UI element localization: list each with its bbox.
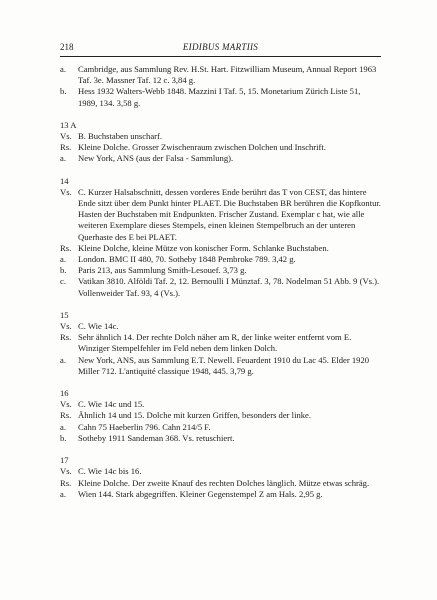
line-text: C. Wie 14c bis 16.: [78, 466, 142, 477]
line-text: Kleine Dolche, kleine Mütze von konischer Form. Schlanke Buchstaben.: [78, 242, 329, 253]
line-text: Sehr ähnlich 14. Der rechte Dolch näher am R, der linke weiter entfernt vom E. Winziger Stempelfehler im Feld neben dem linken Dolch.: [78, 332, 352, 354]
line-text: Paris 213, aus Sammlung Smith-Lesouef. 3,73 g.: [78, 265, 247, 276]
line-label: Vs.: [60, 321, 72, 332]
entry-line: [60, 131, 381, 142]
line-text: New York, ANS, aus Sammlung E.T. Newell. Feuardent 1910 du Lac 45. Elder 1920 Miller 712. L'antiquité classique 1948, 445. 3,79 g.: [78, 354, 370, 376]
entry-line: [60, 433, 381, 444]
entry-line: [60, 86, 381, 108]
entry-spacer: [60, 109, 381, 120]
line-label: Vs.: [60, 399, 72, 410]
line-label: a.: [60, 354, 66, 365]
line-label: Vs.: [60, 466, 72, 477]
catalogue-entry: [60, 299, 381, 377]
entry-line: [60, 332, 381, 354]
entry-line: [60, 153, 381, 164]
entry-number: 14: [60, 175, 69, 186]
catalogue-entry: [60, 377, 381, 444]
line-label: a.: [60, 488, 66, 499]
line-label: Vs.: [60, 186, 72, 197]
entry-line: [60, 478, 381, 489]
entry-line: [60, 142, 381, 153]
entry-line: [60, 276, 381, 298]
line-text: Wien 144. Stark abgegriffen. Kleiner Gegenstempel Z am Hals. 2,95 g.: [78, 488, 323, 499]
catalogue-entry: [60, 64, 381, 109]
entry-line: [60, 410, 381, 421]
entry-number: 17: [60, 455, 69, 466]
line-label: Rs.: [60, 332, 72, 343]
line-text: C. Kurzer Halsabschnitt, dessen vorderes Ende berührt das T von CEST, das hintere Ende sitzt über dem Punkt hinter PLAET. Die Buchstaben BR berühren die Kopfkontur. Hasten der Buchstaben mit Endpunkten. Frischer Zustand. Exemplar c hat, wie alle weiteren Exemplare dieses Stempels, einen kleinen Stempelbruch an der unteren Querhaste des E bei PLAET.: [78, 186, 381, 242]
entry-spacer: [60, 444, 381, 455]
line-text: Kleine Dolche. Grosser Zwischenraum zwischen Dolchen und Inschrift.: [78, 142, 326, 153]
line-label: Vs.: [60, 131, 72, 142]
entry-line: [60, 489, 381, 500]
line-text: C. Wie 14c und 15.: [78, 399, 145, 410]
catalogue-entry: [60, 109, 381, 165]
line-text: Sotheby 1911 Sandeman 368. Vs. retuschiert.: [78, 432, 235, 443]
entry-line: [60, 254, 381, 265]
entry-line: [60, 422, 381, 433]
line-text: Cambridge, aus Sammlung Rev. H.St. Hart. Fitzwilliam Museum, Annual Report 1963 Taf. 3e. Massner Taf. 12 c. 3,84 g.: [78, 64, 377, 86]
entry-number: 16: [60, 388, 69, 399]
line-text: Ähnlich 14 und 15. Dolche mit kurzen Griffen, besonders der linke.: [78, 410, 312, 421]
entry-number: 13 A: [60, 119, 77, 130]
line-label: Rs.: [60, 242, 72, 253]
entry-line: [60, 466, 381, 477]
running-title: EIDIBUS MARTIIS: [182, 42, 259, 52]
line-text: New York, ANS (aus der Falsa - Sammlung).: [78, 153, 234, 164]
line-text: Vatikan 3810. Alföldi Taf. 2, 12. Bernoulli I Münztaf. 3, 78. Nodelman 51 Abb. 9 (Vs.). Vollenweider Taf. 93, 4 (Vs.).: [78, 276, 380, 298]
line-label: a.: [60, 254, 66, 265]
entry-line: [60, 265, 381, 276]
line-label: Rs.: [60, 142, 72, 153]
entry-spacer: [60, 377, 381, 388]
line-label: c.: [60, 276, 66, 287]
line-text: C. Wie 14c.: [78, 321, 119, 332]
line-label: a.: [60, 421, 66, 432]
page-number: 218: [60, 42, 74, 52]
entry-number: 15: [60, 309, 69, 320]
entry-line: [60, 399, 381, 410]
running-header: [60, 42, 381, 56]
entry-line: [60, 187, 381, 243]
line-text: Cahn 75 Haeberlin 796. Cahn 214/5 F.: [78, 421, 211, 432]
entry-line: [60, 321, 381, 332]
line-label: a.: [60, 153, 66, 164]
line-text: B. Buchstaben unscharf.: [78, 131, 163, 142]
line-text: Kleine Dolche. Der zweite Knauf des rechten Dolches länglich. Mütze etwas schräg.: [78, 477, 370, 488]
catalogue-body: [60, 64, 381, 500]
line-label: a.: [60, 64, 66, 74]
entry-spacer: [60, 299, 381, 310]
line-label: b.: [60, 265, 67, 276]
entry-spacer: [60, 165, 381, 176]
catalogue-entry: [60, 444, 381, 500]
catalogue-entry: [60, 165, 381, 299]
entry-line: [60, 243, 381, 254]
line-text: Hess 1932 Walters-Webb 1848. Mazzini I Taf. 5, 15. Monetarium Zürich Liste 51, 1989, 134. 3,58 g.: [78, 86, 361, 108]
entry-line: [60, 355, 381, 377]
header-rule: [60, 56, 381, 57]
line-label: Rs.: [60, 410, 72, 421]
line-label: b.: [60, 432, 67, 443]
entry-line: [60, 64, 381, 86]
line-text: London. BMC II 480, 70. Sotheby 1848 Pembroke 789. 3,42 g.: [78, 254, 296, 265]
line-label: Rs.: [60, 477, 72, 488]
line-label: b.: [60, 86, 67, 97]
